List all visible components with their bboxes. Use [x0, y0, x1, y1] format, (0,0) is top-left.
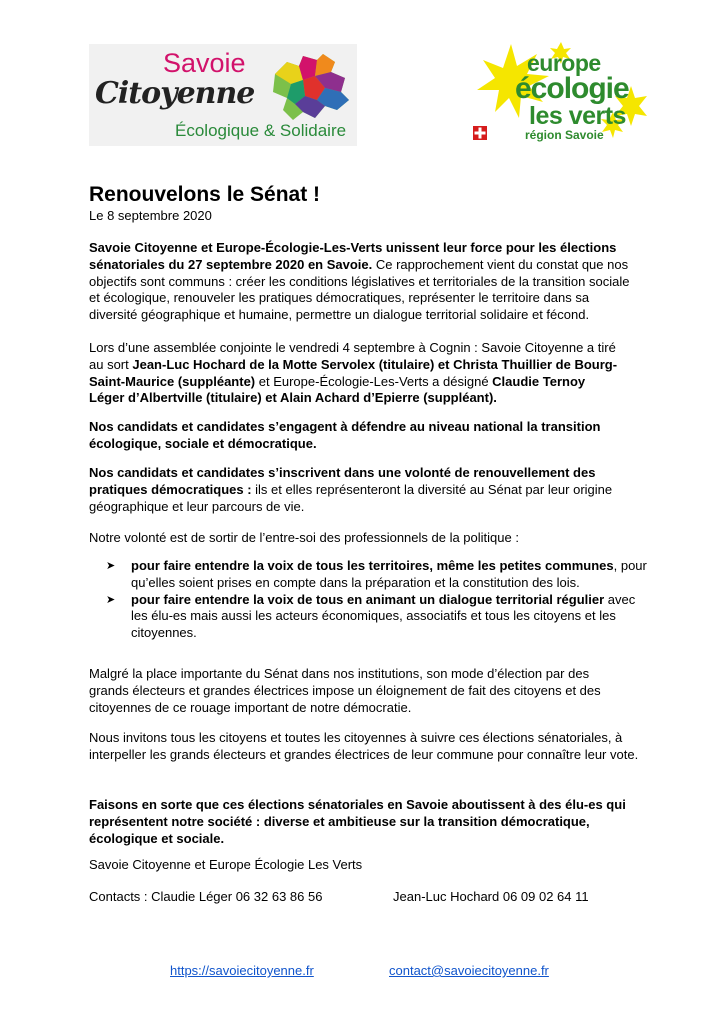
renewal-text: ils et elles représenteront la diversité au Sénat par leur origine géographique et leur parcours de vie. — [89, 481, 613, 514]
paragraph-senate — [89, 666, 629, 716]
bullet-list — [89, 558, 649, 642]
paragraph-conclusion — [89, 797, 654, 847]
eelv-logo — [463, 40, 658, 150]
bullet-2-bold: pour faire entendre la voix de tous en animant un dialogue territorial régulier — [131, 591, 605, 607]
list-item — [89, 592, 649, 642]
arrow-bullet-icon: ➤ — [106, 593, 116, 606]
contacts — [89, 889, 649, 904]
paragraph-commitment — [89, 419, 629, 453]
renewal-bold: Nos candidats et candidates s’inscrivent dans une volonté de renouvellement des pratiques démocratiques : — [89, 465, 596, 497]
savoie-citoyenne-logo — [89, 44, 357, 146]
commitment-bold: Nos candidats et candidates s’engagent à défendre au niveau national la transition écologique, sociale et démocratique. — [89, 419, 601, 451]
contact-claudie: Contacts : Claudie Léger 06 32 63 86 56 — [89, 889, 323, 904]
conclusion-bold: Faisons en sorte que ces élections sénatoriales en Savoie aboutissent à des élu-es qui représentent notre société : diverse et ambitieuse sur la transition démocratique, écologique et sociale. — [89, 797, 626, 846]
logo-ecologie-text: écologie — [515, 72, 629, 105]
intro-bold: Savoie Citoyenne et Europe-Écologie-Les-Verts unissent leur force pour les élections sénatoriales du 27 septembre 2020 en Savoie. — [89, 240, 617, 272]
paragraph-intro — [89, 240, 631, 324]
bullet-2-text: avec les élu-es mais aussi les acteurs économiques, associatifs et tous les citoyens et les citoyennes. — [131, 591, 636, 641]
logo-subtitle-text: Écologique & Solidaire — [175, 121, 347, 140]
logo-savoie-text: Savoie — [163, 48, 246, 78]
candidates-bold-2: Claudie Ternoy Léger d’Albertville (titulaire) et Alain Achard d’Epierre (suppléant). — [89, 373, 586, 406]
paragraph-renewal — [89, 465, 624, 515]
goal-text: Notre volonté est de sortir de l’entre-soi des professionnels de la politique : — [89, 530, 519, 545]
paragraph-candidates — [89, 340, 623, 407]
page-title: Renouvelons le Sénat ! — [89, 183, 321, 206]
signature: Savoie Citoyenne et Europe Écologie Les Verts — [89, 857, 363, 872]
senate-text: Malgré la place importante du Sénat dans nos institutions, son mode d’élection par des grands électeurs et grandes électrices impose un éloignement de fait des citoyens et des citoyennes de ce rouage important de notre démocratie. — [89, 666, 601, 715]
bullet-1-bold: pour faire entendre la voix de tous les territoires, même les petites communes — [131, 558, 614, 573]
paragraph-invitation — [89, 730, 644, 764]
candidates-text-2: et Europe-Écologie-Les-Verts a désigné — [255, 373, 493, 389]
invitation-text: Nous invitons tous les citoyens et toutes les citoyennes à suivre ces élections sénatoriales, à interpeller les grands électeurs et grandes électrices de leur commune pour connaître leur vote. — [89, 730, 639, 762]
paragraph-goal — [89, 530, 634, 547]
arrow-bullet-icon: ➤ — [106, 560, 116, 572]
contact-jean-luc: Jean-Luc Hochard 06 09 02 64 11 — [393, 889, 589, 904]
candidates-bold-1: Jean-Luc Hochard de la Motte Servolex (titulaire) et Christa Thuillier de Bourg-Saint-Maurice (suppléante) — [89, 356, 618, 389]
list-item — [89, 558, 649, 592]
logo-region-text: région Savoie — [525, 128, 604, 142]
logo-citoyenne-text: Citoyenne — [95, 76, 255, 111]
date-text: Le 8 septembre 2020 — [89, 208, 212, 223]
website-link[interactable]: https://savoiecitoyenne.fr — [170, 963, 314, 978]
bullet-1-text: , pour qu’elles soient prises en compte dans la préparation et la constitution des lois. — [131, 558, 647, 590]
savoie-flag-icon — [473, 126, 487, 140]
logo-europe-text: europe — [527, 50, 601, 76]
email-link[interactable]: contact@savoiecitoyenne.fr — [389, 963, 549, 978]
intro-text: Ce rapprochement vient du constat que nos objectifs sont communs : créer les conditions législatives et territoriales de la transition sociale et écologique, renouveler les pratiques démocratiques, représenter le territoire dans sa diversité géographique et humaine, permettre un dialogue territorial solidaire et fécond. — [89, 256, 630, 323]
logo-les-verts-text: les verts — [529, 102, 626, 130]
candidates-text-1: Lors d’une assemblée conjointe le vendredi 4 septembre à Cognin : Savoie Citoyenne a tiré au sort — [89, 340, 616, 372]
savoie-map-icon — [265, 52, 353, 124]
